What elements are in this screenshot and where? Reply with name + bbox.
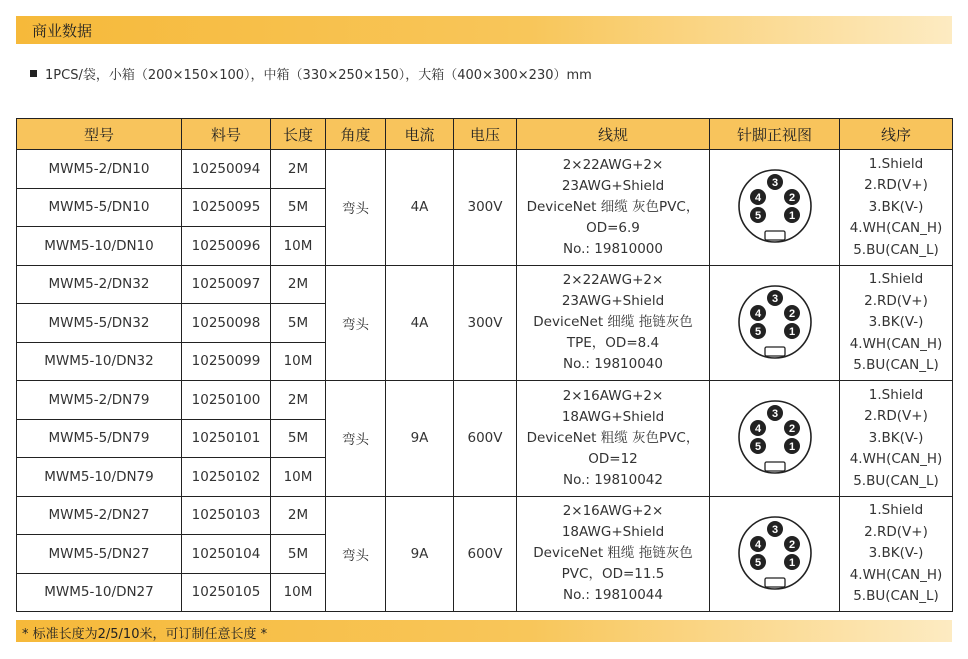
packaging-info [30, 64, 592, 83]
wire-gauge-line: No.: 19810044 [563, 587, 663, 604]
cell-wiring [840, 150, 953, 266]
wire-gauge-line: 2×22AWG+2× [562, 156, 664, 173]
pin-view-diagram [730, 507, 820, 601]
cell-length: 2M [271, 150, 326, 189]
pin-2-label: 2 [788, 192, 795, 205]
cell-wire-gauge [517, 381, 710, 497]
cell-part-number: 10250105 [182, 573, 271, 612]
connector-key [765, 578, 785, 587]
wiring-line: 5.BU(CAN_L) [853, 241, 939, 258]
wiring-line: 3.BK(V-) [868, 545, 924, 561]
cell-length: 10M [271, 573, 326, 612]
wiring-line: 2.RD(V+) [864, 177, 928, 193]
wiring-line: 5.BU(CAN_L) [853, 357, 939, 373]
pin-3-label: 3 [771, 523, 778, 536]
cell-part-number: 10250099 [182, 342, 271, 381]
header-model: 型号 [17, 119, 182, 150]
wiring-line: 3.BK(V-) [868, 198, 924, 215]
cell-part-number: 10250100 [182, 381, 271, 420]
pin-1-label: 1 [788, 556, 795, 569]
cell-length: 5M [271, 188, 326, 227]
bullet-square-icon [30, 70, 37, 77]
cell-model: MWM5-5/DN10 [17, 188, 182, 227]
wiring-line: 3.BK(V-) [868, 314, 924, 330]
header-angle: 角度 [326, 119, 386, 150]
pin-3-label: 3 [771, 177, 778, 190]
wiring-line: 4.WH(CAN_H) [849, 335, 943, 352]
cell-length: 10M [271, 342, 326, 381]
connector-key [765, 462, 785, 471]
pin-1-label: 1 [788, 325, 795, 338]
wiring-line: 1.Shield [868, 271, 924, 287]
cell-model: MWM5-10/DN79 [17, 458, 182, 497]
pin-4-label: 4 [754, 192, 761, 205]
pin-1-label: 1 [788, 441, 795, 454]
cell-part-number: 10250096 [182, 227, 271, 266]
wire-gauge-line: PVC，OD=11.5 [561, 566, 665, 583]
cell-angle: 弯头 [326, 496, 386, 612]
wiring-line: 5.BU(CAN_L) [853, 472, 939, 489]
cell-part-number: 10250101 [182, 419, 271, 458]
header-part-number: 料号 [182, 119, 271, 150]
wiring-line: 1.Shield [868, 155, 924, 172]
cell-current: 4A [386, 150, 454, 266]
wire-gauge-line: DeviceNet 粗缆 拖链灰色 [533, 545, 693, 562]
cell-angle: 弯头 [326, 381, 386, 497]
wire-gauge-line: DeviceNet 粗缆 灰色PVC， [526, 429, 700, 446]
cell-length: 10M [271, 458, 326, 497]
pin-4-label: 4 [754, 307, 761, 320]
wire-gauge-line: DeviceNet 细缆 拖链灰色 [533, 314, 693, 331]
cell-part-number: 10250102 [182, 458, 271, 497]
table-row [17, 150, 953, 189]
table-row [17, 496, 953, 535]
table-body [17, 150, 953, 612]
wire-gauge-line: 18AWG+Shield [561, 524, 665, 541]
cell-wiring [840, 381, 953, 497]
wiring-line: 4.WH(CAN_H) [849, 220, 943, 236]
wire-gauge-line: 2×16AWG+2× [562, 503, 664, 520]
cell-current: 9A [386, 496, 454, 612]
cell-wiring [840, 265, 953, 381]
connector-key [765, 231, 785, 240]
cell-length: 5M [271, 535, 326, 574]
pin-5-label: 5 [754, 210, 761, 223]
header-wiring: 线序 [840, 119, 953, 150]
pin-4-label: 4 [754, 423, 761, 436]
cell-model: MWM5-2/DN10 [17, 150, 182, 189]
header-wire-gauge: 线规 [517, 119, 710, 150]
wiring-line: 2.RD(V+) [864, 292, 928, 309]
cell-voltage: 600V [454, 496, 517, 612]
table-row [17, 265, 953, 304]
pin-3-label: 3 [771, 408, 778, 421]
wiring-line: 5.BU(CAN_L) [853, 588, 939, 604]
wire-gauge-line: TPE，OD=8.4 [566, 335, 660, 352]
cell-wire-gauge [517, 496, 710, 612]
wire-gauge-line: DeviceNet 细缆 灰色PVC， [526, 198, 700, 215]
cell-length: 2M [271, 381, 326, 420]
header-pin-view: 针脚正视图 [710, 119, 840, 150]
pin-2-label: 2 [788, 423, 795, 436]
wire-gauge-line: No.: 19810042 [563, 471, 663, 488]
wiring-line: 2.RD(V+) [864, 523, 928, 540]
pin-2-label: 2 [788, 307, 795, 320]
cell-model: MWM5-2/DN79 [17, 381, 182, 420]
wiring-line: 4.WH(CAN_H) [849, 566, 943, 583]
cell-model: MWM5-10/DN10 [17, 227, 182, 266]
wiring-line: 2.RD(V+) [864, 408, 928, 424]
footer-bar [16, 620, 952, 642]
footer-note: * 标准长度为2/5/10米，可订制任意长度 * [22, 627, 268, 642]
cell-part-number: 10250094 [182, 150, 271, 189]
cell-wiring [840, 496, 953, 612]
wire-gauge-line: 23AWG+Shield [561, 177, 665, 194]
cell-length: 10M [271, 227, 326, 266]
header-voltage: 电压 [454, 119, 517, 150]
wire-gauge-line: 23AWG+Shield [561, 293, 665, 310]
wiring-line: 1.Shield [868, 502, 924, 518]
cell-voltage: 300V [454, 265, 517, 381]
pin-4-label: 4 [754, 538, 761, 551]
pin-2-label: 2 [788, 538, 795, 551]
header-current: 电流 [386, 119, 454, 150]
pin-5-label: 5 [754, 441, 761, 454]
cell-part-number: 10250103 [182, 496, 271, 535]
cell-current: 4A [386, 265, 454, 381]
cell-pin-view [710, 265, 840, 381]
cell-part-number: 10250097 [182, 265, 271, 304]
header-length: 长度 [271, 119, 326, 150]
pin-5-label: 5 [754, 325, 761, 338]
pin-view-diagram [730, 160, 820, 254]
cell-wire-gauge [517, 150, 710, 266]
cell-model: MWM5-5/DN27 [17, 535, 182, 574]
packaging-text: 1PCS/袋，小箱（200×150×100），中箱（330×250×150），大箱（400×300×230）mm [45, 68, 592, 83]
cell-wire-gauge [517, 265, 710, 381]
cell-length: 5M [271, 304, 326, 343]
wire-gauge-line: 2×16AWG+2× [562, 387, 664, 404]
cell-part-number: 10250098 [182, 304, 271, 343]
cell-model: MWM5-2/DN32 [17, 265, 182, 304]
connector-key [765, 347, 785, 356]
cell-model: MWM5-10/DN27 [17, 573, 182, 612]
cell-angle: 弯头 [326, 150, 386, 266]
cell-current: 9A [386, 381, 454, 497]
table-header-row [17, 119, 953, 150]
cell-model: MWM5-5/DN79 [17, 419, 182, 458]
cell-pin-view [710, 150, 840, 266]
cell-length: 5M [271, 419, 326, 458]
pin-view-diagram [730, 391, 820, 485]
pin-5-label: 5 [754, 556, 761, 569]
wiring-line: 1.Shield [868, 386, 924, 403]
cell-pin-view [710, 496, 840, 612]
wire-gauge-line: No.: 19810000 [563, 240, 663, 257]
wiring-line: 4.WH(CAN_H) [849, 451, 943, 467]
cell-model: MWM5-2/DN27 [17, 496, 182, 535]
table-row [17, 381, 953, 420]
pin-1-label: 1 [788, 210, 795, 223]
cell-part-number: 10250095 [182, 188, 271, 227]
cell-length: 2M [271, 265, 326, 304]
cell-model: MWM5-5/DN32 [17, 304, 182, 343]
wire-gauge-line: 2×22AWG+2× [562, 272, 664, 289]
cell-pin-view [710, 381, 840, 497]
wire-gauge-line: OD=12 [588, 450, 638, 467]
spec-table [16, 118, 953, 612]
cell-part-number: 10250104 [182, 535, 271, 574]
wire-gauge-line: No.: 19810040 [563, 356, 663, 373]
section-title: 商业数据 [32, 22, 93, 40]
pin-3-label: 3 [771, 292, 778, 305]
section-header-bar [16, 16, 952, 44]
cell-length: 2M [271, 496, 326, 535]
cell-voltage: 300V [454, 150, 517, 266]
cell-model: MWM5-10/DN32 [17, 342, 182, 381]
wire-gauge-line: 18AWG+Shield [561, 408, 665, 425]
wire-gauge-line: OD=6.9 [586, 219, 640, 236]
pin-view-diagram [730, 276, 820, 370]
wiring-line: 3.BK(V-) [868, 429, 924, 446]
cell-angle: 弯头 [326, 265, 386, 381]
cell-voltage: 600V [454, 381, 517, 497]
